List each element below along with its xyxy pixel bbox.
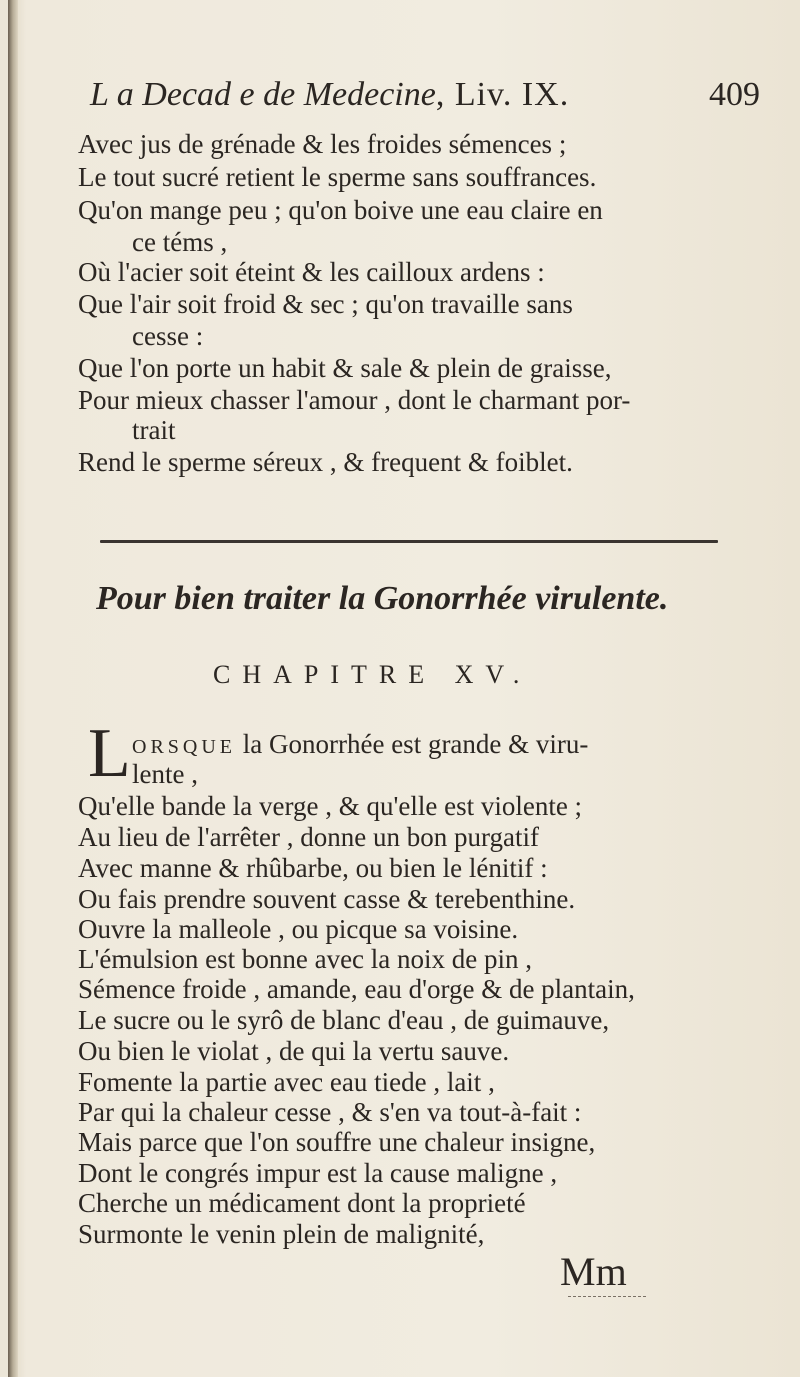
verse-line: Ouvre la malleole , ou picque sa voisine. (78, 914, 519, 944)
verse-line: ce téms , (132, 227, 228, 257)
running-header (90, 76, 760, 126)
verse-line: Qu'elle bande la verge , & qu'elle est violente ; (78, 791, 583, 821)
page-number: 409 (709, 76, 760, 113)
page-binding-shadow (8, 0, 18, 1377)
verse-line: Qu'on mange peu ; qu'on boive une eau claire en (78, 195, 603, 225)
verse-line: Que l'air soit froid & sec ; qu'on travaille sans (78, 289, 573, 319)
first-line-text: la Gonorrhée est grande & viru- (236, 729, 589, 759)
verse-line: trait (132, 415, 176, 445)
section-title: Pour bien traiter la Gonorrhée virulente. (96, 580, 669, 617)
verse-line: Mais parce que l'on souffre une chaleur insigne, (78, 1127, 596, 1157)
verse-line: Le tout sucré retient le sperme sans souffrances. (78, 162, 597, 192)
verse-line: Sémence froide , amande, eau d'orge & de plantain, (78, 974, 635, 1004)
verse-line: Fomente la partie avec eau tiede , lait , (78, 1067, 495, 1097)
section-divider (100, 540, 718, 543)
verse-line: Où l'acier soit éteint & les cailloux ardens : (78, 257, 545, 287)
verse-line: Par qui la chaleur cesse , & s'en va tout-à-fait : (78, 1097, 582, 1127)
verse-line: Ou fais prendre souvent casse & terebenthine. (78, 884, 576, 914)
book-number: , Liv. IX. (435, 76, 570, 113)
chapter-heading: CHAPITRE XV. (213, 660, 532, 689)
verse-line: Avec jus de grénade & les froides sémences ; (78, 129, 567, 159)
verse-line: Surmonte le venin plein de malignité, (78, 1219, 485, 1249)
verse-line: lente , (132, 759, 198, 789)
verse-line: Au lieu de l'arrêter , donne un bon purgatif (78, 822, 539, 852)
verse-line: Rend le sperme séreux , & frequent & foiblet. (78, 447, 573, 477)
verse-line: Le sucre ou le syrô de blanc d'eau , de guimauve, (78, 1005, 610, 1035)
drop-cap: L (88, 715, 131, 792)
verse-line: Avec manne & rhûbarbe, ou bien le lénitif : (78, 853, 548, 883)
running-title: L a Decad e de Medecine (90, 76, 436, 113)
verse-line: Dont le congrés impur est la cause maligne , (78, 1158, 558, 1188)
verse-line: Cherche un médicament dont la proprieté (78, 1188, 526, 1218)
verse-line-first (132, 728, 588, 763)
verse-line: L'émulsion est bonne avec la noix de pin , (78, 944, 533, 974)
first-word-smallcaps: ORSQUE (132, 736, 237, 758)
signature-underline (568, 1296, 646, 1298)
verse-line: Que l'on porte un habit & sale & plein de graisse, (78, 353, 612, 383)
verse-line: Pour mieux chasser l'amour , dont le charmant por- (78, 385, 631, 415)
signature-mark: Mm (560, 1249, 627, 1294)
verse-line: cesse : (132, 321, 204, 351)
book-page (8, 0, 800, 1377)
verse-line: Ou bien le violat , de qui la vertu sauve. (78, 1036, 510, 1066)
